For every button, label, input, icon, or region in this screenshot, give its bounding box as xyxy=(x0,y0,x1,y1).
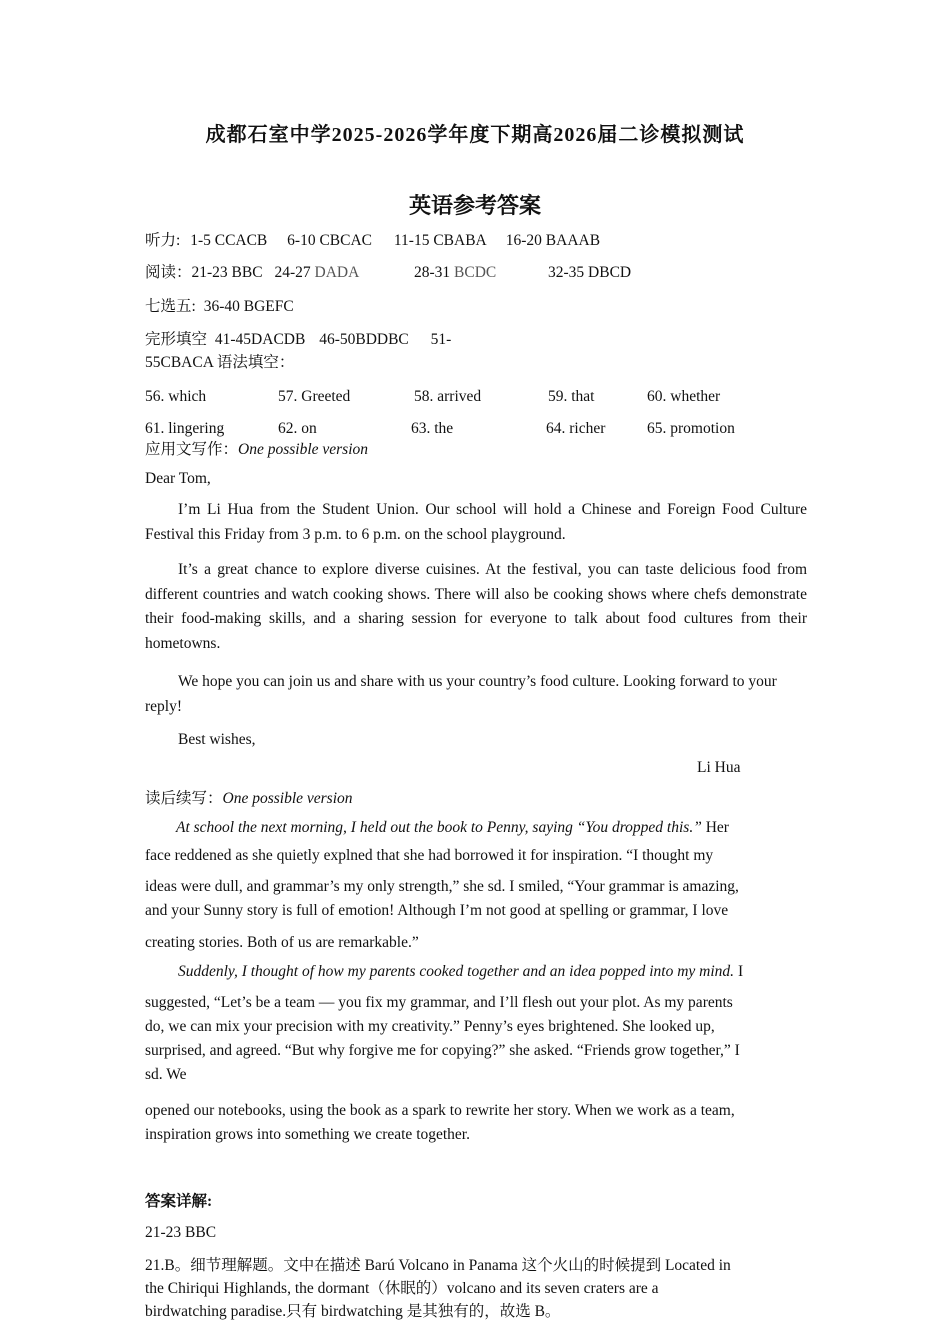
continuation-version: One possible version xyxy=(222,790,353,807)
story-line: do, we can mix your precision with my creativity.” Penny’s eyes brightened. She looked up, xyxy=(145,1018,715,1035)
cloze-answers-continued xyxy=(145,353,294,373)
grammar-answer: 65. promotion xyxy=(647,420,735,437)
cloze-answers xyxy=(145,330,451,350)
story-line: inspiration grows into something we create together. xyxy=(145,1126,470,1143)
explanation-line: the Chiriqui Highlands, the dormant（休眠的）volcano and its seven craters are a xyxy=(145,1280,659,1297)
story-line: ideas were dull, and grammar’s my only strength,” she sd. I smiled, “Your grammar is amazing, xyxy=(145,878,739,895)
letter-paragraph: I’m Li Hua from the Student Union. Our school will hold a Chinese and Foreign Food Culture Festival this Friday from 3 p.m. to 6 p.m. on the school playground. xyxy=(145,501,807,543)
letter-paragraph: We hope you can join us and share with us your country’s food culture. Looking forward to your reply! xyxy=(145,673,777,715)
explanation-line: birdwatching paradise.只有 birdwatching 是其独有的，故选 B。 xyxy=(145,1303,561,1320)
story-line: surprised, and agreed. “But why forgive me for copying?” she asked. “Friends grow together,” I xyxy=(145,1042,740,1059)
reading-group-number: 28-31 xyxy=(414,264,451,281)
listening-group: 16-20 BAAAB xyxy=(505,232,601,249)
letter-closing: Best wishes, xyxy=(178,731,256,748)
grammar-answer: 64. richer xyxy=(546,420,606,437)
reading-group-answers: BCDC xyxy=(454,264,497,281)
story-lead-sentence: Suddenly, I thought of how my parents cooked together and an idea popped into my mind. xyxy=(178,963,735,980)
explanation-heading: 答案详解: xyxy=(145,1193,213,1210)
grammar-answer: 58. arrived xyxy=(414,388,482,405)
reading-group-number: 24-27 xyxy=(274,264,311,281)
story-text: Her xyxy=(701,819,729,836)
listening-group: 1-5 CCACB xyxy=(190,232,268,249)
story-text: I xyxy=(734,963,744,980)
story-line: creating stories. Both of us are remarkable.” xyxy=(145,934,419,951)
continuation-heading xyxy=(145,789,353,809)
practical-writing-heading xyxy=(145,440,368,460)
story-line: suggested, “Let’s be a team — you fix my grammar, and I’ll flesh out your plot. As my parents xyxy=(145,994,733,1011)
listening-group: 11-15 CBABA xyxy=(393,232,486,249)
letter-signature: Li Hua xyxy=(697,759,741,776)
reading-answers-part xyxy=(414,263,496,283)
grammar-answer: 56. which xyxy=(145,388,207,405)
explanation-group: 21-23 BBC xyxy=(145,1224,217,1241)
seven-group: 36-40 BGEFC xyxy=(203,298,294,315)
cloze-group: 41-45DACDB xyxy=(214,331,306,348)
listening-answers xyxy=(145,231,600,251)
exam-title: 成都石室中学2025-2026学年度下期高2026届二诊模拟测试 xyxy=(205,124,745,146)
story-line: face reddened as she quietly explned that she had borrowed it for inspiration. “I thought my xyxy=(145,847,714,864)
story-lead-sentence: At school the next morning, I held out the book to Penny, saying “You dropped this.” xyxy=(176,819,702,836)
practical-label: 应用文写作： xyxy=(145,441,239,458)
seven-choose-five-answers xyxy=(145,297,294,317)
listening-label: 听力: xyxy=(145,232,181,249)
continuation-label: 读后续写： xyxy=(145,790,223,807)
reading-group-answers: DADA xyxy=(314,264,360,281)
practical-version: One possible version xyxy=(238,441,369,458)
cloze-group: 46-50BDDBC xyxy=(319,331,409,348)
listening-group: 6-10 CBCAC xyxy=(287,232,372,249)
story-line: opened our notebooks, using the book as a spark to rewrite her story. When we work as a team, xyxy=(145,1102,735,1119)
grammar-answer: 57. Greeted xyxy=(278,388,351,405)
reading-group: 32-35 DBCD xyxy=(548,264,632,281)
cloze-group-end: 55CBACA xyxy=(145,354,214,371)
reading-label: 阅读： xyxy=(145,264,192,281)
grammar-answer: 62. on xyxy=(278,420,317,437)
cloze-label: 完形填空 xyxy=(145,331,208,348)
grammar-label: 语法填空： xyxy=(216,354,295,371)
grammar-answer: 63. the xyxy=(411,420,454,437)
reading-group: 21-23 BBC xyxy=(191,264,263,281)
cloze-group-start: 51- xyxy=(430,331,452,348)
story-line xyxy=(178,962,743,982)
letter-paragraph: It’s a great chance to explore diverse cuisines. At the festival, you can taste delicious food from different countries and watch cooking shows. There will also be cooking shows where chefs demonstrate their food-making skills, and a sharing session for everyone to talk about food cultures from their hometowns. xyxy=(145,561,807,652)
answer-key-title: 英语参考答案 xyxy=(408,193,541,218)
letter-greeting: Dear Tom, xyxy=(145,470,211,487)
story-line: sd. We xyxy=(145,1066,187,1083)
seven-label: 七选五: xyxy=(145,298,196,315)
story-line xyxy=(176,818,729,838)
grammar-answer: 61. lingering xyxy=(145,420,225,437)
grammar-answer: 60. whether xyxy=(647,388,721,405)
explanation-line: 21.B。细节理解题。文中在描述 Barú Volcano in Panama 这个火山的时候提到 Located in xyxy=(145,1257,731,1274)
reading-answers xyxy=(145,263,359,283)
story-line: and your Sunny story is full of emotion! Although I’m not good at spelling or grammar, I love xyxy=(145,902,729,919)
grammar-answer: 59. that xyxy=(548,388,595,405)
